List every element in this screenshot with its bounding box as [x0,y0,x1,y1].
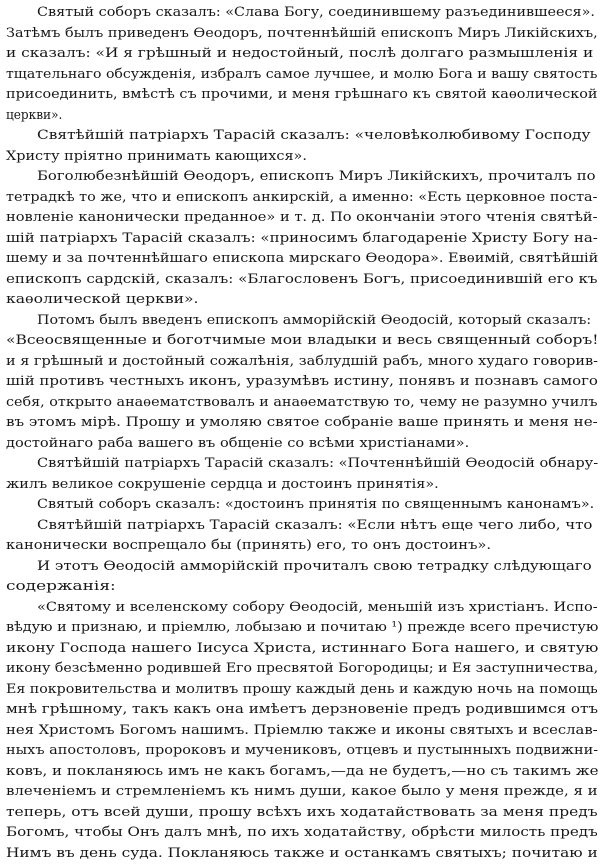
text-line: мнѣ грѣшному, такъ какъ она имѣетъ дерзновеніе предъ родившимся отъ [6,702,599,717]
text-line: Святѣйшій патріархъ Тарасій сказалъ: «Почтеннѣйшій Ѳеодосій обнару- [37,456,599,471]
text-line: Затѣмъ былъ приведенъ Ѳеодоръ, почтеннѣйшій епископъ Миръ Ликійскихъ, [6,26,598,41]
text-line: жилъ великое сокрушеніе сердца и достоинъ принятія». [6,477,439,492]
text-line: «Всеосвященные и боготчимые мои владыки и весь священный соборъ! [6,333,599,348]
text-line: Христу пріятно принимать кающихся». [6,149,307,164]
text-line: новленіе канонически преданное» и т. д. По окончаніи этого чтенія святѣй- [6,210,598,225]
text-line: влеченіемъ и стремленіемъ къ нимъ души, какое было у меня прежде, я и [6,784,598,799]
text-line: достойнаго раба вашего въ общеніе со всѣми христіанами». [6,436,470,451]
text-line: канонически воспрещало бы (принять) его, то онъ достоинъ». [6,538,492,553]
text-line: Святѣйшій патріархъ Тарасій сказалъ: «Если нѣтъ еще чего либо, что [37,518,593,533]
text-line: церкви». [6,108,63,123]
text-line: Боголюбезнѣйшій Ѳеодоръ, епископъ Миръ Ликійскихъ, прочиталъ по [37,169,596,184]
text-line: икону безсѣменно родившей Его пресвятой Богородицы; и Ея заступничества, [6,661,599,676]
text-line: Ея покровительства и молитвъ прошу каждый день и каждую ночь на помощь [6,682,598,697]
text-line: епископъ сардскій, сказалъ: «Благословенъ Богъ, присоединившій его къ [6,272,598,287]
text-line: Богомъ, чтобы Онъ далъ мнѣ, по ихъ ходатайству, обрѣсти милость предъ [6,825,598,840]
text-line: Святый соборъ сказалъ: «достоинъ принятія по священнымъ канонамъ». [37,497,595,512]
text-line: икону Господа нашего Іисуса Христа, истиннаго Бога нашего, и святую [6,641,599,656]
text-line: шій противъ честныхъ иконъ, уразумѣвъ истину, понявъ и познавъ самого [6,374,598,389]
text-line: присоединить, вмѣстѣ съ прочими, и меня грѣшнаго къ святой каѳолической [6,87,598,102]
text-line: содержанія: [6,579,116,594]
text-line: каѳолической церкви». [6,292,199,307]
text-line: и я грѣшный и достойный сожалѣнія, заблудшій рабъ, много худаго говорив- [6,354,599,369]
text-line: И этотъ Ѳеодосій амморійскій прочиталъ свою тетрадку слѣдующаго [37,559,592,574]
text-line: въ этомъ мірѣ. Прошу и умоляю святое собраніе ваше принять и меня не- [6,415,598,430]
text-line: вѣдую и признаю, и пріемлю, лобызаю и почитаю ¹) прежде всего пречистую [6,620,599,635]
text-line: Святѣйшій патріархъ Тарасій сказалъ: «человѣколюбивому Господу [37,128,591,143]
text-line: ныхъ апостоловъ, пророковъ и мучениковъ, отцевъ и пустынныхъ подвижни- [6,743,599,758]
text-line: ковъ, и покланяюсь имъ не какъ богамъ,—да не будетъ,—но съ такимъ же [6,764,599,779]
text-line: теперь, отъ всей души, прошу всѣхъ ихъ ходатайствовать за меня предъ [6,805,598,820]
text-line: тщательнаго обсужденія, избралъ самое лучшее, и молю Бога и вашу святость [6,67,598,82]
text-line: Потомъ былъ введенъ епископъ амморійскій Ѳеодосій, который сказалъ: [37,313,592,328]
text-line: шій патріархъ Тарасій сказалъ: «приносимъ благодареніе Христу Богу на- [6,231,598,246]
text-line: себя, открыто анаѳематствовалъ и анаѳематствую то, чему не разумно училъ [6,395,598,410]
text-line: Святый соборъ сказалъ: «Слава Богу, соединившему разъединившееся». [37,5,595,20]
text-line: шему и за почтеннѣйшаго епископа мирскаго Ѳеодора». Евѳимій, святѣйшій [6,251,599,266]
text-line: тетрадкѣ то же, что и епископъ анкирскій, а именно: «Есть церковное поста- [6,190,598,205]
text-line: Нимъ въ день суда. Покланяюсь также и останкамъ святыхъ; почитаю и [6,846,598,861]
text-line: «Святому и вселенскому собору Ѳеодосій, меньшій изъ христіанъ. Испо- [37,600,598,615]
text-line: нея Христомъ Богомъ нашимъ. Пріемлю также и иконы святыхъ и всеслав- [6,723,598,738]
text-line: и сказалъ: «И я грѣшный и недостойный, послѣ долгаго размышленія и [6,46,594,61]
